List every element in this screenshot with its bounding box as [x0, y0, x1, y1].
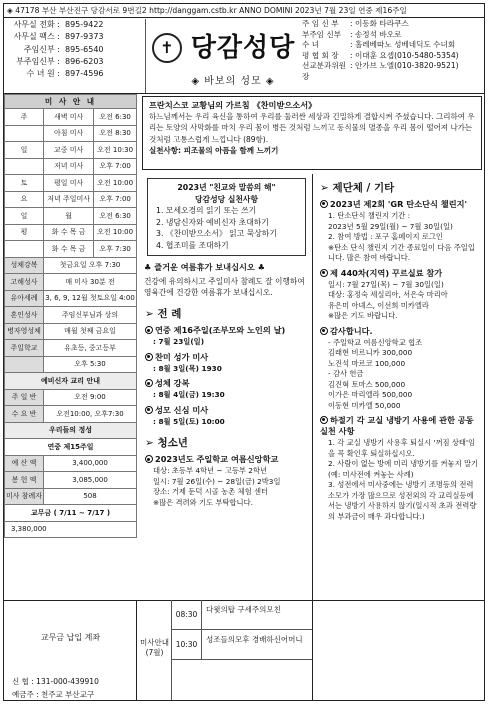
table-row [5, 125, 137, 142]
mass-name-cell: 교중 미사 [44, 142, 94, 159]
table-row [5, 158, 137, 175]
committee-line: - 감사 헌금 [328, 369, 364, 378]
contact-value: 896-6203 [65, 56, 104, 66]
committee-line: ※많은 기도 바랍니다. [328, 311, 398, 320]
summer-body: 건강에 유의하시고 주일미사 참례도 잘 이행하여 영육간에 건강한 여름휴가 보내십시오. [144, 276, 305, 298]
committee-line: 1. 탄소단식 챌린지 기간 : [328, 211, 411, 220]
table-row [5, 109, 137, 126]
bullet-icon [145, 406, 153, 414]
contact-label: 사무실 팩스 : [13, 32, 60, 42]
table-row [5, 389, 137, 406]
mass-intention-row [172, 630, 312, 660]
committee-item-title: 하절기 각 교실 냉방기 사용에 관한 공동 실천 사항 [320, 415, 474, 436]
table-row [5, 191, 137, 208]
church-subtitle: ◈ 바보의 성모 ◈ [191, 76, 275, 87]
mass-intention-name: 다윗의탑 구세주의모친 [206, 605, 281, 614]
bottom-section [4, 600, 484, 701]
bullet-icon [320, 269, 328, 277]
dues-value: 3,380,000 [5, 521, 137, 538]
youth-item-title: 2023년도 주일학교 여름신앙학교 [155, 454, 279, 465]
youth-section-title: ➢ 청소년 [145, 437, 188, 450]
offering-value: 3,085,000 [44, 472, 137, 489]
sacrament-label: 고해성사 [5, 274, 44, 291]
mass-intention-box [138, 600, 312, 701]
sacrament-value: 3, 6, 9, 12월 첫토요일 4:00 [44, 290, 137, 307]
mass-name-cell: 아침 미사 [44, 125, 94, 142]
slogan-title: 2023년 "친교와 말씀의 해" [177, 183, 276, 192]
table-row [5, 356, 137, 373]
staff-name: : 안가브 노엘(010-3820-9521) [350, 61, 459, 70]
table-row [5, 340, 137, 357]
youth-line: 일시: 7월 26일(수) ~ 28일(금) 2박3일 [153, 476, 281, 486]
youth-title-text: 청소년 [157, 437, 188, 450]
staff-row [302, 51, 484, 62]
sacrament-label [5, 356, 44, 373]
staff-row [302, 40, 484, 51]
youth-line: 장소: 거제 둔덕 시골 농촌 체험 센터 [153, 487, 269, 497]
day-cell [5, 125, 44, 142]
contact-value: 897-9373 [65, 32, 104, 42]
committee-line: 이동현 미카엘 50,000 [328, 400, 401, 410]
offering-header: 우리들의 정성 [5, 422, 137, 439]
yearly-slogan-box [147, 178, 306, 256]
pope-message-body: 하느님께서는 우리 육신을 통하여 우리를 둘러싼 세상과 긴밀하게 결합시켜 주셨습니다. 그리하여 우리는 토양의 사막화를 마치 우리 몸이 병든 것처럼 느끼고 동식물의 멸종을 우리 몸이 떨어져 나가는 것처럼 고통스럽게 느낍니다 (89항). [149, 112, 475, 144]
table-row [5, 323, 137, 340]
list-item: 4. 협조미를 조대하기 [156, 240, 229, 250]
contact-row [4, 19, 145, 31]
committee-item [320, 268, 484, 279]
table-row [5, 505, 137, 522]
contact-list [4, 19, 146, 93]
liturgy-item-title: 성모 신심 미사 [155, 404, 209, 415]
mass-name-cell: 화 수 목 금 [44, 241, 94, 258]
catechism-header: 예비신자 교리 안내 [5, 373, 137, 390]
table-row [5, 290, 137, 307]
mass-intention-row [172, 600, 312, 630]
mass-name-cell: 평일 미사 [44, 175, 94, 192]
day-cell: 주 [5, 109, 44, 126]
mass-time-cell: 오후 7:30 [94, 241, 137, 258]
offering-subheader: 연중 제15주일 [5, 439, 137, 456]
liturgy-item [145, 352, 312, 363]
mass-name-cell: 새벽 미사 [44, 109, 94, 126]
sacrament-value: 유초등, 중고등부 [44, 340, 137, 357]
contact-label: 주임신부 : [23, 44, 60, 54]
contact-row [4, 44, 145, 56]
liturgy-item-detail: : 8월 5일(토) 10:00 [153, 416, 225, 426]
contact-label: 사무실 전화 : [13, 20, 60, 29]
committee-line: 이가은 마리엘라 500,000 [328, 390, 413, 399]
sacrament-value: 오후 5:30 [44, 356, 137, 373]
liturgy-title-text: 전 례 [157, 308, 182, 321]
mass-time-cell: 오전 10:30 [94, 142, 137, 159]
contact-row [4, 56, 145, 68]
liturgy-item-title: 찬미 성가 미사 [155, 351, 209, 362]
staff-name: : 이대훈 요셉(010-5480-5354) [350, 50, 459, 60]
staff-role: 평 협 회 장 [302, 50, 339, 60]
sacrament-value: 주임신부님과 상의 [44, 307, 137, 324]
list-item: 3. 《찬미받으소서》 읽고 묵상하기 [156, 229, 277, 239]
staff-role: 선교분과위원장 [302, 61, 347, 81]
committee-line: 김래현 비르니카 300,000 [328, 348, 413, 357]
liturgy-item [145, 325, 312, 336]
liturgy-item [145, 378, 312, 389]
mass-time: 10:30 [172, 630, 202, 659]
contact-label: 수 녀 원 : [26, 69, 60, 79]
account-title: 교무금 납입 계좌 [40, 633, 101, 642]
youth-line: 대상: 초등부 4학년 ~ 고등부 2학년 [153, 466, 268, 476]
church-title: 당감성당 [190, 33, 296, 63]
sacrament-label: 병자영성체 [5, 323, 44, 340]
bullet-icon [320, 416, 328, 424]
day-cell: 토 [5, 175, 44, 192]
liturgy-item-detail: : 7월 23일(일) [153, 337, 205, 347]
day-cell: 일 [5, 142, 44, 159]
youth-item [145, 454, 312, 465]
catechism-label: 주 일 반 [5, 389, 44, 406]
mass-time-cell: 오전 8:30 [94, 125, 137, 142]
staff-name: : 송정석 바오로 [350, 29, 402, 39]
table-row [5, 455, 137, 472]
committee-line: 김진혁 토마스 500,000 [328, 379, 406, 389]
staff-row [302, 30, 484, 41]
mass-time-cell: 오전 10:00 [94, 175, 137, 192]
staff-row [302, 19, 484, 30]
contact-row [4, 31, 145, 43]
contact-value: 897-4596 [65, 69, 104, 79]
bullet-icon [145, 326, 153, 334]
committee-line: 대상: 홍정숙 세실리아, 서은숙 마리아 [328, 290, 448, 299]
schedule-column [4, 94, 137, 538]
account-box [4, 600, 137, 701]
committee-line: 2. 참여 방법 : 포구 홈페이지 로그인 [328, 232, 443, 241]
table-row [5, 472, 137, 489]
staff-row [302, 61, 484, 81]
sacrament-label: 주일학교 [5, 340, 44, 357]
committee-item [320, 326, 484, 337]
mass-schedule-header: 미 사 안 내 [5, 95, 137, 109]
bullet-icon [320, 200, 328, 208]
sacrament-value: 매 미사 30분 전 [44, 274, 137, 291]
offering-label: 예 산 액 [5, 455, 44, 472]
mass-name-cell: 월 [44, 208, 94, 225]
dues-label: 교무금 ( 7/11 ~ 7/17 ) [5, 505, 137, 522]
liturgy-section-title: ➢ 전 례 [145, 308, 182, 321]
table-row [5, 373, 137, 390]
table-row [5, 241, 137, 258]
committee-line: 노진석 마르코 100,000 [328, 358, 406, 368]
bullet-icon [145, 455, 153, 463]
bullet-icon [320, 327, 328, 335]
slogan-list [152, 205, 301, 251]
sacrament-label: 성체강복 [5, 257, 44, 274]
staff-role: 주 임 신 부 [302, 19, 339, 28]
committee-line: 1. 각 교실 냉방기 사용후 퇴실시 '꺼짐 상태'임을 꼭 확인후 퇴실하십시오. [328, 438, 476, 458]
pope-message-box [142, 96, 482, 170]
committee-title-text: 제단체 / 기타 [332, 182, 395, 194]
mass-time-cell: 오전 10:00 [94, 224, 137, 241]
committee-item [320, 199, 484, 210]
table-row [5, 422, 137, 439]
sacrament-label: 혼인성사 [5, 307, 44, 324]
mass-time-cell: 오후 7:00 [94, 191, 137, 208]
committee-line: ※탄소 단식 챌린지 기간 종료일이 다음 주일입니다. 많은 참여 바랍니다. [328, 242, 475, 262]
slogan-subtitle: 당감성당 실천사항 [195, 194, 258, 204]
mass-name-cell: 저녁 주일미사 [44, 191, 94, 208]
table-row [5, 142, 137, 159]
mass-name-cell: 저녁 미사 [44, 158, 94, 175]
church-emblem-icon: ✝ [152, 33, 182, 63]
committee-line: 2023년 5월 29일(월) ~ 7월 30일(일) [328, 221, 453, 231]
bank-account: 신 협 : 131-000-439910 [12, 677, 99, 686]
day-cell [5, 241, 44, 258]
table-row [5, 307, 137, 324]
sacrament-label: 유아세례 [5, 290, 44, 307]
contact-label: 부주임신부 : [16, 56, 60, 66]
committee-item [320, 415, 484, 437]
catechism-label: 수 요 반 [5, 406, 44, 423]
committee-line: 유은미 아녜스, 이선희 미카엘라 [328, 300, 429, 310]
committee-line: 3. 성전에서 미사중에는 냉방기 조명등의 전력 소모가 가장 많으므로 성전외의 각 교리실등에서는 냉방기 사용하지 않기(일시적 초과 전력량의 부과금이 매우 과다합니다.) [328, 480, 477, 521]
mass-name-cell: 화 수 목 금 [44, 224, 94, 241]
table-row [5, 521, 137, 538]
catechism-value: 오전10:00, 오후7:30 [44, 406, 137, 423]
table-row [5, 406, 137, 423]
mass-intention-label: 미사안내(7월) [138, 600, 172, 701]
pope-message-practice: 실천사항: 피조물의 아픔을 함께 느끼기 [149, 145, 279, 155]
masthead [148, 19, 301, 93]
staff-name: : 홀레베따노 성베네딕도 수녀회 [350, 40, 456, 49]
list-item: 1. 모세오경의 읽기 또는 쓰기 [156, 206, 257, 216]
table-row [5, 175, 137, 192]
contact-value: 895-6540 [65, 44, 104, 54]
mass-time-cell: 오후 7:00 [94, 158, 137, 175]
summer-title: ♣ 즐거운 여름휴가 보내십시오 ♣ [144, 261, 265, 272]
table-row [5, 224, 137, 241]
offering-value: 508 [44, 488, 137, 505]
offering-label: 봉 헌 액 [5, 472, 44, 489]
committee-section-title: ➢ 제단체 / 기타 [320, 182, 395, 194]
offering-label: 미사 참례자 [5, 488, 44, 505]
committee-line: 일시: 7월 27일(목) ~ 7월 30일(일) [328, 279, 444, 289]
mass-schedule-table [4, 94, 137, 538]
table-row [5, 488, 137, 505]
staff-list [302, 19, 484, 93]
liturgy-item [145, 405, 312, 416]
pope-message-title: 프란치스코 교황님의 가르침 《찬미받으소서》 [149, 100, 317, 110]
day-cell [5, 158, 44, 175]
staff-role: 부주임 신부 [302, 29, 342, 39]
address-line: ◈ 47178 부산 부산진구 당감서로 9번길2 http://danggam.cstb.kr ANNO DOMINI 2023년 7월 23일 연중 제16주일 [4, 4, 484, 18]
sacrament-value: 첫금요일 오후 7:30 [44, 257, 137, 274]
staff-role: 수 녀 [302, 40, 320, 49]
table-row [5, 439, 137, 456]
mass-intention-name: 성조들의모후 경배하신어머니 [206, 635, 303, 644]
youth-line: ※많은 격려와 기도 부탁합니다. [153, 497, 253, 507]
committee-item-title: 2023년 제2회 'GR 탄소단식 챌린지' [330, 199, 468, 209]
bullet-icon [145, 353, 153, 361]
committee-item-title: 감사합니다. [330, 325, 373, 336]
table-row [5, 208, 137, 225]
bulletin-page [3, 3, 485, 701]
mass-time-cell: 오전 6:30 [94, 208, 137, 225]
contact-row [4, 68, 145, 80]
liturgy-item-detail: : 8월 3일(목) 1930 [153, 363, 222, 373]
day-cell: 요 [5, 191, 44, 208]
table-row [5, 257, 137, 274]
catechism-value: 오전 9:00 [44, 389, 137, 406]
committee-item-title: 제 440차(지역) 꾸르실료 참가 [330, 267, 443, 278]
liturgy-item-title: 연중 제16주일(조부모와 노인의 날) [155, 325, 286, 336]
mass-time-cell: 오전 6:30 [94, 109, 137, 126]
table-row [5, 274, 137, 291]
liturgy-item-detail: : 8월 4일(금) 19:30 [153, 390, 225, 400]
day-cell: 평 [5, 224, 44, 241]
day-cell: 일 [5, 208, 44, 225]
staff-name: : 이동화 타라쿠스 [350, 19, 409, 28]
account-holder: 예금주 : 천주교 부산교구 [12, 690, 95, 699]
mass-time: 08:30 [172, 600, 202, 629]
contact-value: 895-9422 [65, 20, 104, 29]
committee-line: 2. 사람이 없는 방에 미리 냉방기를 켜놓지 말기(예: 미사전에 켜놓는 사례) [328, 459, 479, 479]
committee-line: - 주일학교 여름신앙학교 협조 [328, 337, 423, 347]
list-item: 2. 냉담신자와 예비신자 초대하기 [156, 217, 269, 227]
sacrament-value: 매월 첫째 금요일 [44, 323, 137, 340]
liturgy-item-title: 성체 강복 [155, 378, 190, 389]
bullet-icon [145, 379, 153, 387]
offering-value: 3,400,000 [44, 455, 137, 472]
